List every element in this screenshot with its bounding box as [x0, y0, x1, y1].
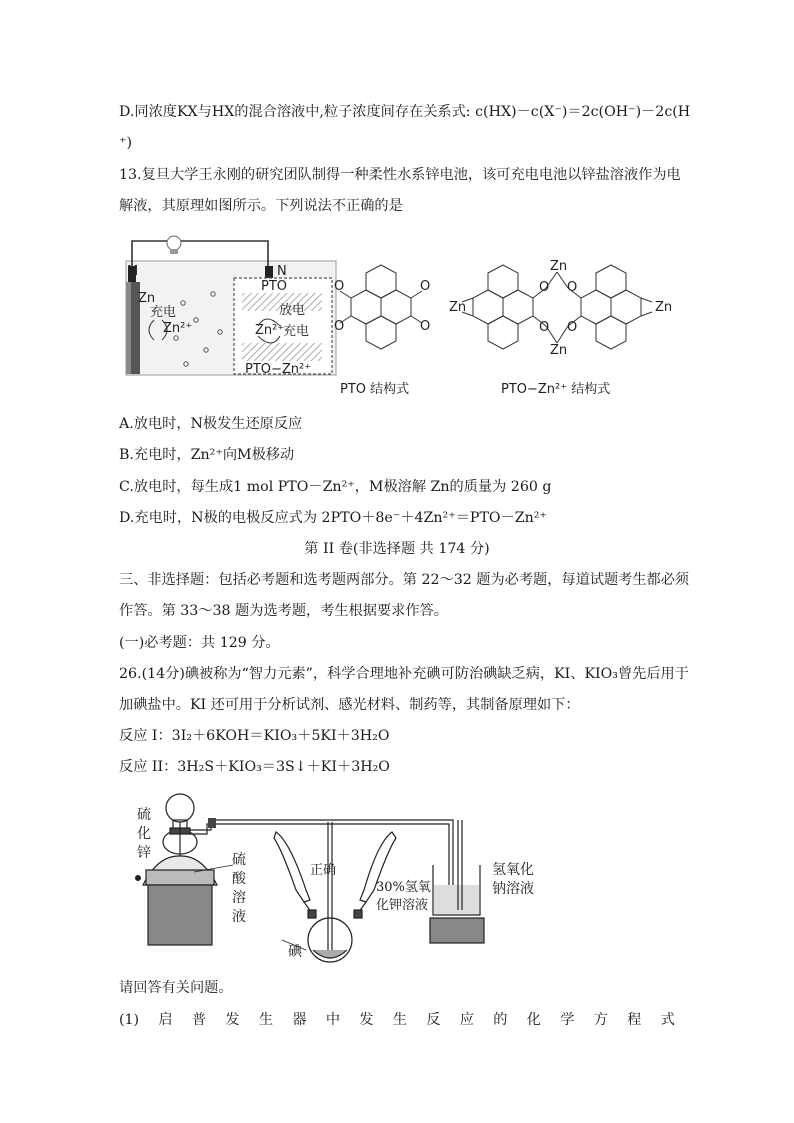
required-heading: (一)必考题：共 129 分。	[119, 635, 280, 651]
q26-stem-line1: 26.(14分)碘被称为“智力元素”，科学合理地补充碘可防治碘缺乏病，KI、KIO₃曾先后用于	[119, 666, 689, 682]
q13-option-d: D.充电时，N极的电极反应式为 2PTO＋8e⁻＋4Zn²⁺＝PTO－Zn²⁺	[119, 510, 547, 526]
pto-zn-structure	[462, 265, 652, 349]
electrode-m-label: M	[127, 264, 139, 279]
charge-right-label: 充电	[283, 324, 310, 339]
acid-label: 硫 酸 溶 液	[232, 852, 246, 925]
svg-text:O: O	[334, 319, 345, 334]
electrode-n-label: N	[277, 264, 287, 279]
naoh-label-1: 氢氧化	[492, 862, 534, 878]
pto-zn-caption: PTO−Zn²⁺ 结构式	[501, 382, 611, 397]
absorption-beaker	[430, 865, 484, 943]
pto-label: PTO	[261, 279, 288, 294]
q13-stem-line1: 13.复旦大学王永刚的研究团队制得一种柔性水系锌电池，该可充电电池以锌盐溶液作为电	[119, 167, 681, 183]
q12-option-d-line1: D.同浓度KX与HX的混合溶液中,粒子浓度间存在关系式: c(HX)－c(X⁻)＝2c(OH⁻)－2c(H	[119, 104, 691, 120]
light-bulb-icon	[167, 236, 181, 254]
pto-caption: PTO 结构式	[340, 382, 410, 397]
svg-text:O: O	[539, 320, 550, 335]
q12-option-d-line2: ⁺)	[119, 135, 133, 151]
reaction-1: 反应 I：3I₂＋6KOH＝KIO₃＋5KI＋3H₂O	[119, 728, 390, 744]
svg-text:Zn: Zn	[655, 300, 673, 315]
svg-text:Zn: Zn	[550, 259, 568, 274]
q13-stem-line2: 解液，其原理如图所示。下列说法不正确的是	[119, 198, 403, 214]
discharge-right-label: 放电	[279, 303, 306, 318]
battery-figure	[118, 228, 678, 406]
naoh-label-2: 钠溶液	[492, 881, 534, 897]
pto-zn-label: PTO−Zn²⁺	[245, 362, 312, 377]
q13-option-a: A.放电时，N极发生还原反应	[119, 416, 303, 432]
section-title: 第 II 卷(非选择题 共 174 分)	[304, 541, 490, 557]
three-neck-flask	[308, 918, 352, 962]
koh-label-2: 化钾溶液	[376, 898, 429, 913]
pto-structure	[340, 265, 422, 349]
svg-text:O: O	[567, 280, 578, 295]
section-intro-line1: 三、非选择题：包括必考题和选考题两部分。第 22～32 题为必考题，每道试题考生都必须	[119, 572, 690, 588]
pto-zn-molecule-icon	[242, 343, 322, 361]
svg-text:O: O	[420, 279, 431, 294]
iodine-label: 碘	[288, 944, 302, 960]
q26-question-1: (1) 启 普 发 生 器 中 发 生 反 应 的 化 学 方 程 式	[119, 1012, 675, 1028]
svg-text:Zn: Zn	[550, 343, 568, 358]
svg-text:O: O	[334, 279, 345, 294]
koh-label-1: 30%氢氧	[376, 880, 431, 895]
q13-option-c: C.放电时，每生成1 mol PTO－Zn²⁺，M极溶解 Zn的质量为 260 g	[119, 479, 552, 495]
zn-ion-right-label: Zn²⁺	[255, 323, 285, 338]
reaction-2: 反应 II：3H₂S＋KIO₃＝3S↓＋KI＋3H₂O	[119, 759, 390, 775]
svg-text:O: O	[420, 319, 431, 334]
section-intro-line2: 作答。第 33～38 题为选考题，考生根据要求作答。	[119, 603, 448, 619]
formic-label: 正确	[310, 863, 337, 878]
zns-label: 硫 化 锌	[137, 807, 151, 861]
svg-text:O: O	[567, 320, 578, 335]
q13-option-b: B.充电时，Zn²⁺向M极移动	[119, 447, 295, 463]
zn-label: Zn	[138, 291, 156, 306]
discharge-left-label: 充电	[150, 305, 177, 320]
svg-text:O: O	[539, 280, 550, 295]
svg-text:Zn: Zn	[449, 300, 467, 315]
q26-prompt: 请回答有关问题。	[119, 980, 233, 996]
zn-ion-left-label: Zn²⁺	[163, 321, 193, 336]
q26-stem-line2: 加碘盐中。KI 还可用于分析试剂、感光材料、制药等，其制备原理如下：	[119, 697, 580, 713]
